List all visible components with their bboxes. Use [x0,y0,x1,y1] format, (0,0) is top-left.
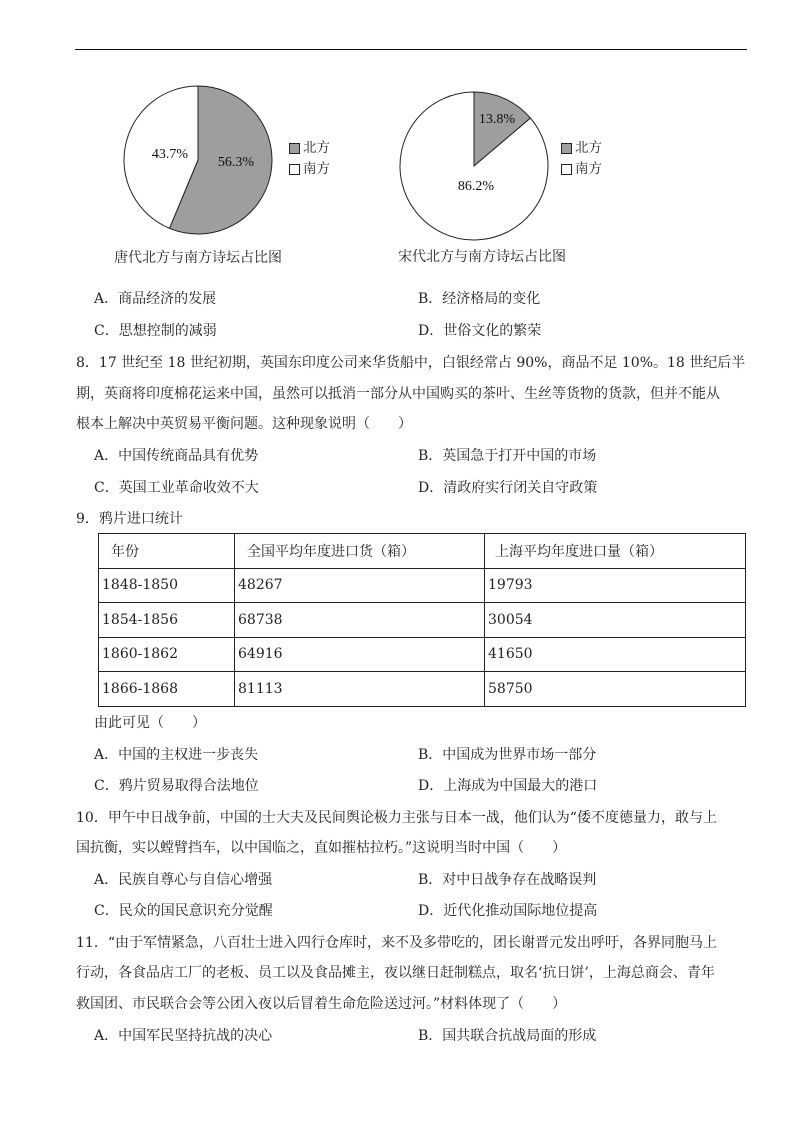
table-cell: 41650 [485,637,746,672]
table-header-cell: 全国平均年度进口货（箱） [235,534,485,569]
pie-slice-label: 43.7% [151,147,189,162]
q11-option-b: B．国共联合抗战局面的形成 [418,1028,597,1044]
q7-option-d: D．世俗文化的繁荣 [418,323,542,339]
table-cell: 48267 [235,568,485,603]
q8-option-d: D．清政府实行闭关自守政策 [418,480,598,496]
legend-label: 南方 [575,161,602,177]
table-row [99,603,746,638]
q11-stem-line-2: 行动，各食品店工厂的老板、员工以及食品摊主，夜以继日赶制糕点，取名‘抗日饼’，上海总商会、青年 [76,965,715,981]
legend-item-north [561,138,602,159]
q8-stem-line-1: 8．17 世纪至 18 世纪初期，英国东印度公司来华货船中，白银经常占 90%，商品不足 10%。18 世纪后半 [76,355,746,371]
legend-song [561,138,602,180]
table-cell: 68738 [235,603,485,638]
q9-title: 9．鸦片进口统计 [76,511,183,527]
q10-option-a: A．民族自尊心与自信心增强 [94,872,273,888]
q9-option-d: D．上海成为中国最大的港口 [418,778,598,794]
q8-option-c: C．英国工业革命收效不大 [94,480,259,496]
table-cell: 1854-1856 [99,603,235,638]
legend-swatch-north [561,143,572,154]
legend-label: 北方 [303,140,330,156]
chart-caption-tang: 唐代北方与南方诗坛占比图 [114,250,282,266]
q9-stem: 由此可见（ ） [94,715,206,731]
q10-stem-line-2: 国抗衡，实以螳臂挡车，以中国临之，直如摧枯拉朽。”这说明当时中国（ ） [76,840,567,856]
table-cell: 19793 [485,568,746,603]
q7-option-b: B．经济格局的变化 [418,291,541,307]
table-cell: 1860-1862 [99,637,235,672]
table-cell: 81113 [235,672,485,707]
pie-slice-label: 56.3% [217,155,255,170]
table-row [99,672,746,707]
legend-swatch-south [561,164,572,175]
table-cell: 1866-1868 [99,672,235,707]
table-header-row [99,534,746,569]
table-cell: 58750 [485,672,746,707]
pie-song-svg [0,0,560,240]
table-cell: 30054 [485,603,746,638]
opium-import-table [98,533,746,707]
legend-item-south [561,159,602,180]
legend-label: 南方 [303,161,330,177]
table-row [99,568,746,603]
q7-option-a: A．商品经济的发展 [94,291,217,307]
q8-stem-line-3: 根本上解决中英贸易平衡问题。这种现象说明（ ） [76,416,412,432]
q10-option-d: D．近代化推动国际地位提高 [418,903,598,919]
table-cell: 1848-1850 [99,568,235,603]
q11-stem-line-3: 救国团、市民联合会等公团入夜以后冒着生命危险送过河。”材料体现了（ ） [76,996,567,1012]
q10-option-c: C．民众的国民意识充分觉醒 [94,903,273,919]
q9-option-c: C．鸦片贸易取得合法地位 [94,778,259,794]
q10-stem-line-1: 10．甲午中日战争前，中国的士大夫及民间舆论极力主张与日本一战，他们认为“倭不度德量力，敢与上 [76,810,717,826]
table-header-cell: 上海平均年度进口量（箱） [485,534,746,569]
pie-slice-label: 13.8% [478,112,516,127]
table-cell: 64916 [235,637,485,672]
chart-caption-song: 宋代北方与南方诗坛占比图 [398,249,566,265]
q10-option-b: B．对中日战争存在战略误判 [418,872,597,888]
q7-option-c: C．思想控制的减弱 [94,323,217,339]
q9-option-b: B．中国成为世界市场一部分 [418,747,597,763]
legend-label: 北方 [575,140,602,156]
q9-option-a: A．中国的主权进一步丧失 [94,747,259,763]
q11-option-a: A．中国军民坚持抗战的决心 [94,1028,273,1044]
table-row [99,637,746,672]
table-header-cell: 年份 [99,534,235,569]
q8-stem-line-2: 期，英商将印度棉花运来中国，虽然可以抵消一部分从中国购买的茶叶、生丝等货物的货款，但并不能从 [76,386,720,402]
pie-slice-label: 86.2% [457,179,495,194]
q8-option-a: A．中国传统商品具有优势 [94,448,259,464]
q8-option-b: B．英国急于打开中国的市场 [418,448,597,464]
q11-stem-line-1: 11．“由于军情紧急，八百壮士进入四行仓库时，来不及多带吃的，团长谢晋元发出呼吁，各界同胞马上 [76,935,717,951]
